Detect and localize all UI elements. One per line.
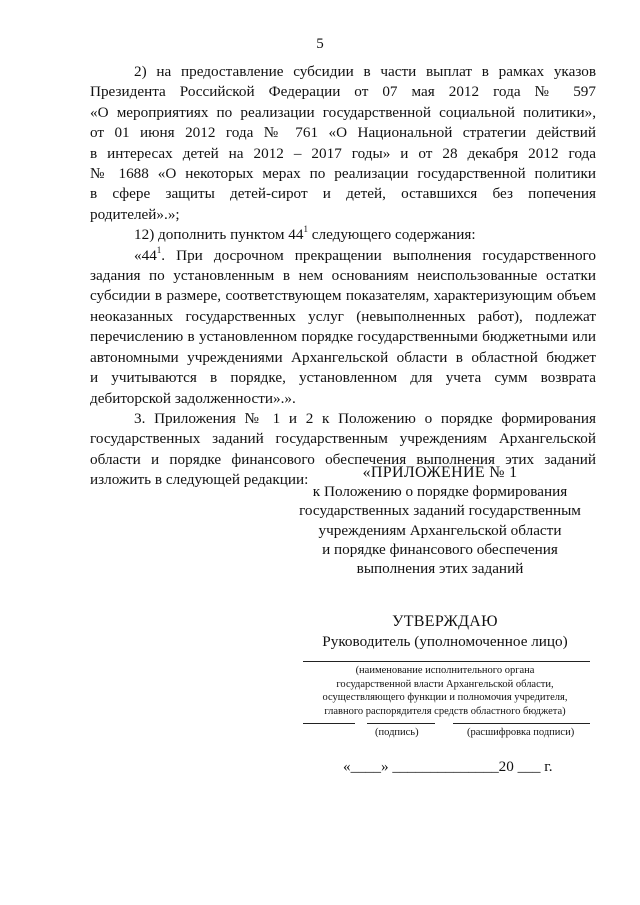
signature-line (367, 723, 435, 724)
text-line: изложить в следующей редакции: (90, 471, 309, 489)
text-line (90, 246, 596, 266)
text-line: задания по установленным в нем основаниям неиспользованные остатки (90, 267, 596, 285)
text-line: № 1688 «О некоторых мерах по реализации государственной политики (90, 165, 596, 183)
org-caption-line: государственной власти Архангельской области, (336, 678, 554, 690)
approval-subtitle: Руководитель (уполномоченное лицо) (322, 633, 568, 650)
text-line: 3. Приложения № 1 и 2 к Положению о порядке формирования (134, 409, 596, 427)
text-line: автономными учреждениями Архангельской области в областной бюджет (90, 348, 596, 366)
text-line: в интересах детей на 2012 – 2017 годы» и от 28 декабря 2012 года (90, 144, 596, 162)
document-body (90, 62, 596, 491)
date-line: «____» ______________20 ___ г. (343, 758, 553, 775)
text-line: «О мероприятиях по реализации государственной социальной политики», (90, 103, 596, 121)
approval-title: УТВЕРЖДАЮ (392, 613, 498, 630)
text-line: в сфере защиты детей-сирот и детей, оставшихся без попечения (90, 185, 596, 203)
page-number: 5 (316, 36, 324, 52)
appendix-line: государственных заданий государственным (299, 502, 581, 520)
item-44 (90, 246, 596, 409)
org-caption-line: главного распорядителя средств областного бюджета) (324, 705, 566, 717)
decoding-line (453, 723, 590, 724)
appendix-line: к Положению о порядке формирования (312, 483, 568, 501)
appendix-heading: «ПРИЛОЖЕНИЕ № 1 (362, 464, 518, 481)
text-line: Президента Российской Федерации от 07 мая 2012 года № 597 (90, 83, 596, 101)
item-12-text: 12) дополнить пунктом 44 (134, 226, 304, 244)
item-44-first-rest: . При досрочном прекращении выполнения государственного (161, 246, 596, 264)
paragraph-2 (90, 62, 596, 225)
text-line: родителей».»; (90, 205, 180, 223)
appendix-line: выполнения этих заданий (356, 560, 524, 578)
appendix-line: и порядке финансового обеспечения (322, 540, 558, 558)
item-12 (90, 225, 596, 245)
item-12-text-after: следующего содержания: (307, 226, 476, 244)
text-line: перечислению в установленном порядке государственными бюджетными или (90, 328, 596, 346)
superscript: 1 (156, 244, 162, 255)
superscript: 1 (303, 224, 308, 235)
org-caption-line: (наименование исполнительного органа (355, 665, 535, 676)
text-line: от 01 июня 2012 года № 761 «О Национальной стратегии действий (90, 124, 596, 142)
text-line: области и порядке финансового обеспечения выполнения этих заданий (90, 450, 596, 468)
item-44-lead: «44 (134, 246, 157, 264)
signature-label: (подпись) (375, 727, 419, 738)
text-line: 2) на предоставление субсидии в части выплат в рамках указов (134, 63, 596, 80)
decoding-label: (расшифровка подписи) (467, 727, 575, 738)
approval-block (300, 612, 590, 652)
text-line: дебиторской задолженности».». (90, 389, 296, 407)
text-line: субсидии в размере, соответствующем показателям, характеризующим объем (90, 287, 596, 305)
signature-line-left (303, 723, 355, 724)
org-caption (300, 664, 590, 718)
org-caption-line: осуществляющего функции и полномочия учредителя, (322, 692, 568, 704)
text-line: неоказанных государственных услуг (невыполненных работ), подлежат (90, 307, 596, 325)
org-name-line (303, 661, 590, 662)
appendix-block (290, 463, 590, 578)
appendix-line: учреждениям Архангельской области (318, 521, 562, 539)
text-line: государственных заданий государственным учреждениям Архангельской (90, 430, 596, 448)
text-line: и учитываются в порядке, установленном для учета сумм возврата (90, 369, 596, 387)
